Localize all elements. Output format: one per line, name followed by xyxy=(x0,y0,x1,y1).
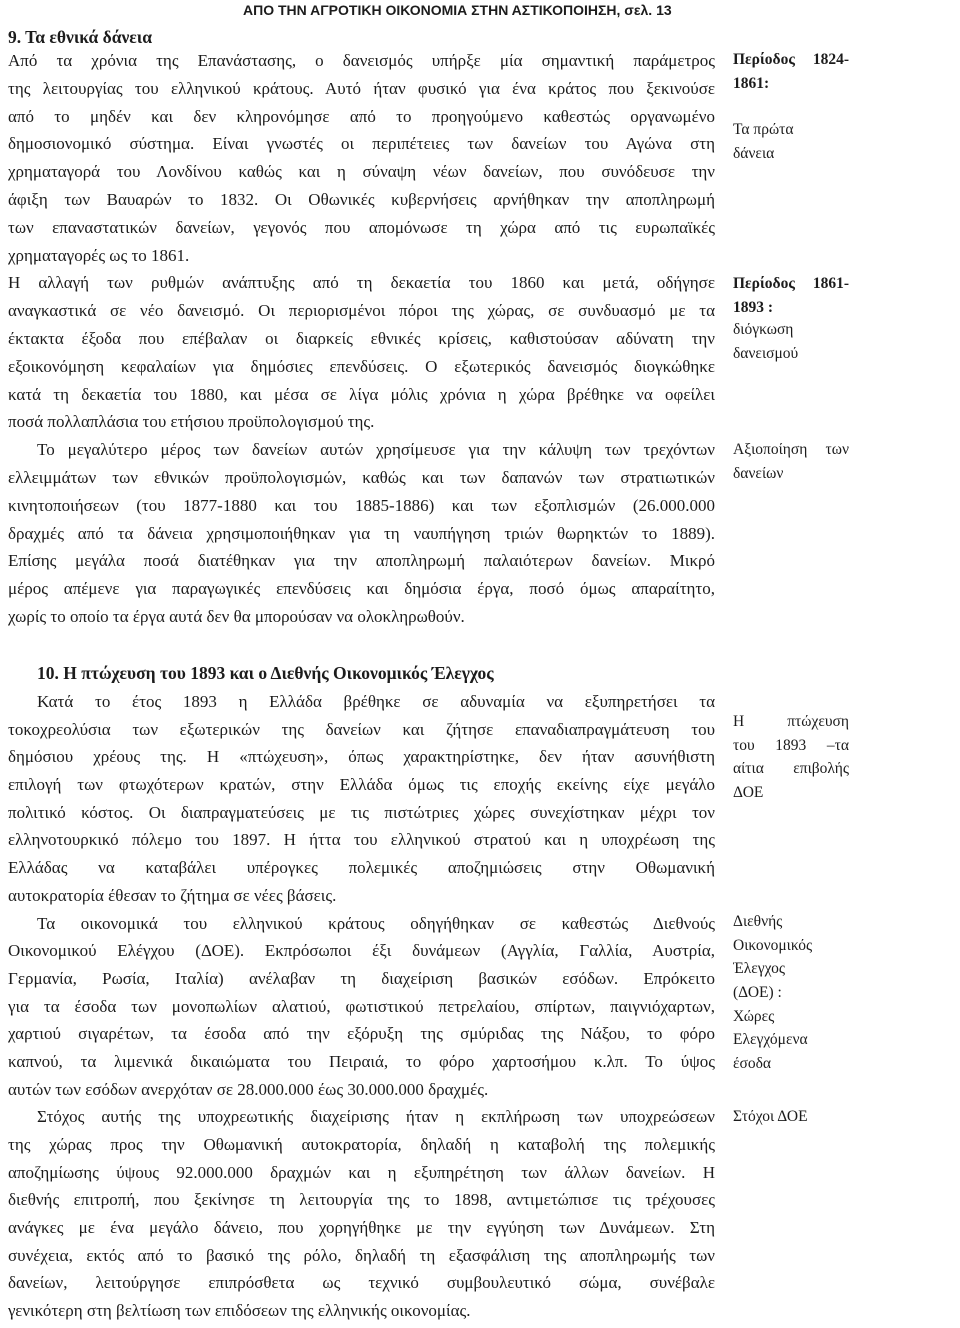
text-line: Αξιοποίηση των xyxy=(733,441,849,458)
section-10-body xyxy=(8,688,715,1325)
text-line: (ΔΟΕ) : xyxy=(733,984,782,1002)
text-line: έκτακτα έξοδα που επέβαλαν οι διαρκείς εθνικές κρίσεις, καθιστούσαν αδύνατη την xyxy=(8,328,715,348)
text-line: χρηματαγορές ως το 1861. xyxy=(8,245,190,265)
text-line: Κατά το έτος 1893 η Ελλάδα βρέθηκε σε αδυναμία να εξυπηρετήσει τα xyxy=(37,692,715,711)
text-line: Τα πρώτα xyxy=(733,121,794,138)
paragraph xyxy=(8,1103,715,1325)
margin-note-bankruptcy-causes xyxy=(733,710,849,805)
text-line: ποσά πολλαπλάσια του ετήσιου προϋπολογισμού της. xyxy=(8,412,375,432)
text-line: ΔΟΕ xyxy=(733,784,764,802)
text-line: Περίοδος 1824- xyxy=(733,51,849,68)
text-line: αποζημίωσης ύψους 92.000.000 δραχμών και η εξυπηρέτηση των άλλων δανείων. Η xyxy=(8,1162,715,1182)
margin-note-first-loans xyxy=(733,118,849,165)
text-line: δανείων xyxy=(733,464,784,482)
text-line: εξοικονόμηση κεφαλαίων για δημόσιες επενδύσεις. Ο εξωτερικός δανεισμός διογκώθηκε xyxy=(8,356,715,376)
text-line: Περίοδος 1861- xyxy=(733,275,849,292)
text-line: Η πτώχευση xyxy=(733,713,849,730)
text-line: δημόσιου χρέους της. Η «πτώχευση», όπως χαρακτηρίστηκε, δεν ήταν ασυνήθιστη xyxy=(8,747,715,767)
text-line: Στόχοι ΔΟΕ xyxy=(733,1108,808,1125)
paragraph xyxy=(8,910,715,1104)
text-line: της λειτουργίας του ελληνικού κράτους. Αυτό ήταν φυσικό για ένα κράτος που ξεκινούσε xyxy=(8,78,715,98)
text-line: χαρτιού σιγαρέτων, τα έσοδα από την εξόρυξη της σμύριδας της Νάξου, το φόρο xyxy=(8,1024,715,1044)
text-line: έσοδα xyxy=(733,1055,772,1073)
text-line: Από τα χρόνια της Επανάστασης, ο δανεισμός υπήρξε μία σημαντική παράμετρος xyxy=(8,51,715,70)
text-line: Τα οικονομικά του ελληνικού κράτους οδηγήθηκαν σε καθεστώς Διεθνούς xyxy=(37,913,715,933)
text-line: επιλογή των φτωχότερων κρατών, στην Ελλάδα όμως τις εποχής εκείνης είχε μεγάλο xyxy=(8,775,715,795)
text-line: της χώρας προς την Οθωμανική αυτοκρατορία, δηλαδή η καταβολή της πολεμικής xyxy=(8,1135,715,1154)
text-line: 1893 : xyxy=(733,298,774,316)
text-line: δανείων, λειτούργησε επιπρόσθετα ως τεχνικό συμβουλευτικό σώμα, συνέβαλε xyxy=(8,1273,715,1293)
margin-note-use-of-loans xyxy=(733,438,849,485)
text-line: Η αλλαγή των ρυθμών ανάπτυξης από τη δεκαετία του 1860 και μετά, οδήγησε xyxy=(8,273,715,293)
paragraph xyxy=(8,688,715,910)
text-line: αίτια επιβολής xyxy=(733,760,849,778)
text-line: πολιτικό κόστος. Οι διαπραγματεύσεις με τις πιστώτριες χώρες συνεχίστηκαν μέχρι τον xyxy=(8,802,715,822)
margin-note-period-1824-1861 xyxy=(733,48,849,95)
text-line: για τα έσοδα των μονοπωλίων αλατιού, φωτιστικού πετρελαίου, σπίρτων, παιγνιόχαρτων, xyxy=(8,996,715,1016)
paragraph xyxy=(8,269,715,436)
text-line: άφιξη των Βαυαρών το 1832. Οι Οθωνικές κυβερνήσεις αρνήθηκαν την αποπληρωμή xyxy=(8,189,715,209)
paragraph xyxy=(8,436,715,631)
text-line: του 1893 –τα xyxy=(733,736,849,754)
text-line: ελληνοτουρκικό πόλεμο του 1897. Η ήττα του ελληνικού στρατού και η υποχρέωση της xyxy=(8,830,715,850)
text-line: των επαναστατικών δανείων, γεγονός που απομόνωσε τη χώρα από τις ευρωπαϊκές xyxy=(8,217,715,237)
text-line: αναγκαστικά σε νέο δανεισμό. Οι περιορισμένοι πόροι της χώρας, σε συνδυασμό με τα xyxy=(8,301,715,321)
text-line: κατά τη δεκαετία του 1880, και μέσα σε λίγα μόλις χρόνια η χώρα βρέθηκε να οφείλει xyxy=(8,384,715,404)
text-line: δάνεια xyxy=(733,144,775,162)
text-line: αυτών των εσόδων ανερχόταν σε 28.000.000 έως 30.000.000 δραχμές. xyxy=(8,1079,489,1099)
text-line: ελλειμμάτων των εθνικών προϋπολογισμών, καθώς και των δαπανών των στρατιωτικών xyxy=(8,467,715,487)
paragraph xyxy=(8,47,715,269)
text-line: Ελλάδας να καταβάλει υπέρογκες πολεμικές αποζημιώσεις στην Οθωμανική xyxy=(8,858,715,878)
text-line: διεθνής επιτροπή, που ξεκίνησε τη λειτουργία της το 1898, αντιμετώπισε τις τρέχουσες xyxy=(8,1190,715,1210)
text-line: κινητοποιήσεων (του 1877-1880 και του 1885-1886) και των εξοπλισμών (26.000.000 xyxy=(8,495,715,515)
text-line: δημοσιονομικό σύστημα. Είναι γνωστές οι περιπέτειες των δανείων του Αγώνα στη xyxy=(8,134,715,154)
text-line: Επίσης μεγάλα ποσά διατέθηκαν για την αποπληρωμή παλαιότερων δανείων. Μικρό xyxy=(8,551,715,571)
section-9-body xyxy=(8,47,715,631)
text-line: Οικονομικού Ελέγχου (ΔΟΕ). Εκπρόσωποι έξι δυνάμεων (Αγγλία, Γαλλία, Αυστρία, xyxy=(8,941,715,961)
margin-note-ifc-goals xyxy=(733,1105,849,1129)
text-line: Γερμανία, Ρωσία, Ιταλία) ανέλαβαν τη διαχείριση βασικών εσόδων. Επρόκειτο xyxy=(8,968,715,988)
text-line: αυτοκρατορία έθεσαν το ζήτημα σε νέες βάσεις. xyxy=(8,885,337,905)
text-line: γενικότερη στη βελτίωση των επιδόσεων της ελληνικής οικονομίας. xyxy=(8,1301,471,1321)
text-line: μέρος απέμενε για παραγωγικές επενδύσεις και δημόσια έργα, ποσό όμως απαραίτητο, xyxy=(8,579,715,599)
text-line: χωρίς το οποίο τα έργα αυτά δεν θα μπορούσαν να ολοκληρωθούν. xyxy=(8,606,465,626)
text-line: Χώρες xyxy=(733,1007,775,1025)
text-line: συνέχεια, εκτός από το βασικό της ρόλο, δηλαδή τη εξασφάλιση της αποπληρωμής των xyxy=(8,1245,715,1265)
text-line: Έλεγχος xyxy=(733,960,786,978)
margin-note-period-1861-1893 xyxy=(733,272,849,319)
text-line: Διεθνής xyxy=(733,913,783,930)
margin-note-borrowing-growth xyxy=(733,318,849,365)
text-line: ανάγκες με ένα μεγάλο δάνειο, που χορηγήθηκε με την εγγύηση των Δυνάμεων. Στη xyxy=(8,1218,715,1238)
section-heading-10: 10. Η πτώχευση του 1893 και ο Διεθνής Οικονομικός Έλεγχος xyxy=(37,663,494,683)
text-line: καπνού, τα λιμενικά δικαιώματα του Πειραιά, το φόρο χαρτοσήμου κ.λπ. Το ύψος xyxy=(8,1051,715,1071)
text-line: Οικονομικός xyxy=(733,936,813,954)
section-heading-9: 9. Τα εθνικά δάνεια xyxy=(8,27,152,47)
text-line: Το μεγαλύτερο μέρος των δανείων αυτών χρησίμευσε για την κάλυψη των τρεχόντων xyxy=(37,440,715,460)
text-line: δραχμές από τα δάνεια χρησιμοποιήθηκαν για τη ναυπήγηση τριών θωρηκτών το 1889). xyxy=(8,523,715,543)
text-line: Στόχος αυτής της υποχρεωτικής διαχείρισης ήταν η εκπλήρωση των υποχρεώσεων xyxy=(37,1107,715,1127)
running-header: ΑΠΟ ΤΗΝ ΑΓΡΟΤΙΚΗ ΟΙΚΟΝΟΜΙΑ ΣΤΗΝ ΑΣΤΙΚΟΠΟΙΗΣΗ, σελ. 13 xyxy=(243,2,672,18)
text-line: χρηματαγορά του Λονδίνου καθώς και η σύναψη νέων δανείων, που συνόδευσε την xyxy=(8,162,715,182)
text-line: Ελεγχόμενα xyxy=(733,1031,808,1049)
text-line: 1861: xyxy=(733,74,770,92)
text-line: από το μηδέν και δεν κληρονόμησε από το προηγούμενο καθεστώς οργανωμένο xyxy=(8,106,715,126)
text-line: διόγκωση xyxy=(733,321,794,338)
margin-note-ifc-countries-revenues xyxy=(733,910,849,1076)
text-line: τοκοχρεολύσια των εξωτερικών της δανείων και ζήτησε επαναδιαπραγμάτευση του xyxy=(8,719,715,739)
text-line: δανεισμού xyxy=(733,344,799,362)
